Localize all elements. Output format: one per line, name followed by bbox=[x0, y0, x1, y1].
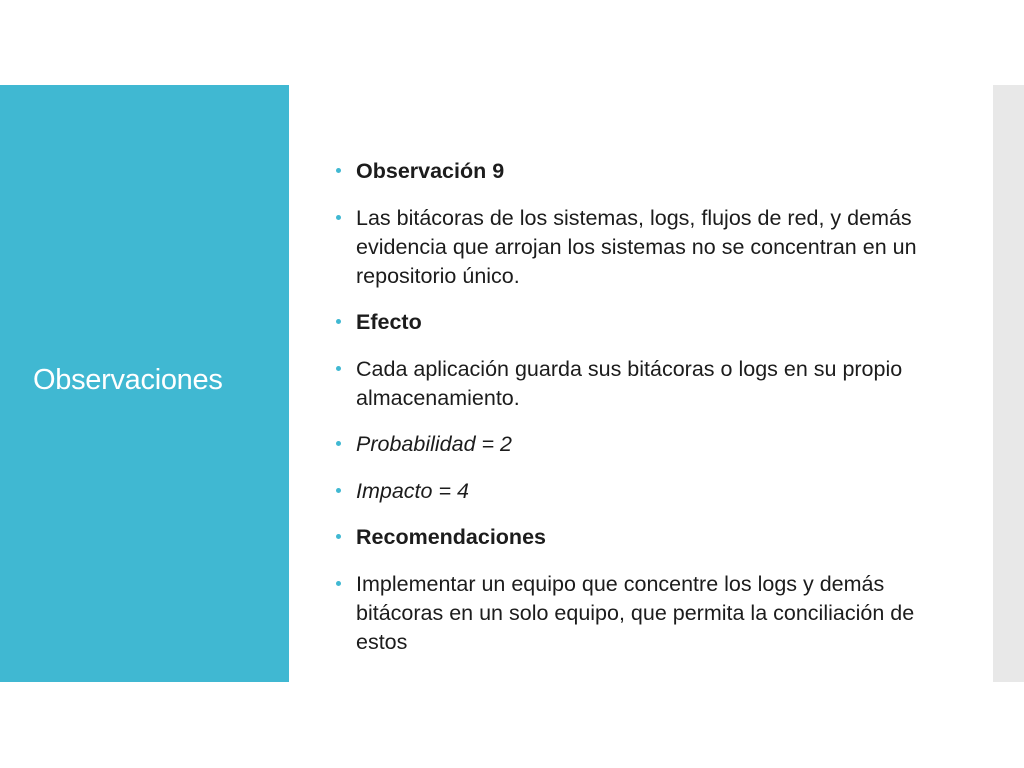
bullet-text: Efecto bbox=[356, 310, 422, 334]
bullet-probability bbox=[333, 430, 943, 459]
bullet-recommendations-text bbox=[333, 570, 943, 657]
bullet-recommendations-heading bbox=[333, 523, 943, 552]
bullet-icon bbox=[336, 319, 341, 324]
title-panel bbox=[0, 85, 289, 682]
bullet-icon bbox=[336, 366, 341, 371]
bullet-text: Cada aplicación guarda sus bitácoras o logs en su propio almacenamiento. bbox=[356, 356, 903, 410]
right-decorative-strip bbox=[993, 85, 1024, 682]
bullet-observation-heading bbox=[333, 157, 943, 186]
bullet-observation-text bbox=[333, 204, 943, 291]
bullet-effect-heading bbox=[333, 308, 943, 337]
slide-title: Observaciones bbox=[33, 364, 223, 396]
slide-band bbox=[0, 85, 1024, 682]
bullet-text: Impacto = 4 bbox=[356, 478, 469, 503]
bullet-icon bbox=[336, 441, 341, 446]
bullet-icon bbox=[336, 581, 341, 586]
bullet-text: Probabilidad = 2 bbox=[356, 432, 512, 456]
bullet-icon bbox=[336, 488, 341, 493]
bullet-effect-text bbox=[333, 355, 943, 413]
bullet-list bbox=[333, 157, 943, 674]
bullet-text: Recomendaciones bbox=[356, 525, 546, 549]
bullet-icon bbox=[336, 168, 341, 173]
bullet-icon bbox=[336, 215, 341, 220]
bullet-text: Implementar un equipo que concentre los logs y demás bitácoras en un solo equipo, que permita la conciliación de estos bbox=[356, 571, 915, 654]
bullet-icon bbox=[336, 534, 341, 539]
bullet-text: Observación 9 bbox=[356, 159, 505, 183]
bullet-impact bbox=[333, 477, 943, 506]
bullet-text: Las bitácoras de los sistemas, logs, flujos de red, y demás evidencia que arrojan los sistemas no se concentran en un repositorio único. bbox=[356, 205, 917, 288]
